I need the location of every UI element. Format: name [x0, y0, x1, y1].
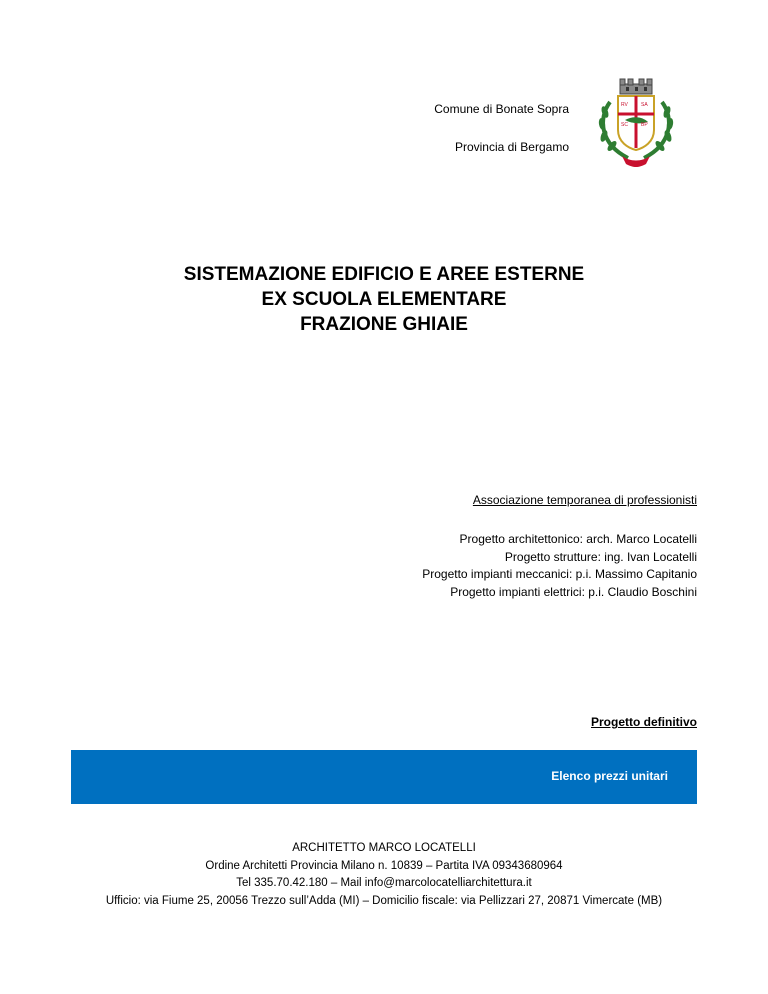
team-member: Progetto impianti meccanici: p.i. Massimo Capitanio — [422, 567, 697, 581]
footer — [0, 840, 768, 910]
footer-line: ARCHITETTO MARCO LOCATELLI — [292, 842, 476, 854]
title-line-2: EX SCUOLA ELEMENTARE — [261, 289, 507, 310]
footer-line: Ordine Architetti Provincia Milano n. 10839 – Partita IVA 09343680964 — [205, 859, 563, 872]
comune-label: Comune di Bonate Sopra — [434, 102, 569, 116]
crest-letters-1: RV — [621, 102, 628, 108]
provincia-label: Provincia di Bergamo — [454, 140, 569, 154]
project-stage: Progetto definitivo — [591, 715, 697, 729]
crest-letters-2: SA — [641, 102, 648, 108]
footer-line: Tel 335.70.42.180 – Mail info@marcolocatelliarchitettura.it — [236, 877, 532, 889]
team-list — [422, 531, 697, 601]
crest-letters-3: SC — [621, 122, 628, 128]
document-type-label: Elenco prezzi unitari — [551, 769, 668, 783]
team-member: Progetto architettonico: arch. Marco Locatelli — [459, 532, 697, 546]
association-heading: Associazione temporanea di professionisti — [472, 493, 697, 507]
footer-line: Ufficio: via Fiume 25, 20056 Trezzo sull’Adda (MI) – Domicilio fiscale: via Pellizzari 27, 20871 Vimercate (MB) — [105, 894, 663, 907]
coat-of-arms-icon — [592, 78, 680, 170]
project-title — [0, 262, 768, 337]
title-line-1: SISTEMAZIONE EDIFICIO E AREE ESTERNE — [183, 264, 585, 285]
crest-letters-4: BP — [641, 122, 648, 128]
document-type-band — [71, 750, 697, 804]
title-line-3: FRAZIONE GHIAIE — [300, 314, 468, 335]
team-member: Progetto strutture: ing. Ivan Locatelli — [504, 549, 697, 564]
team-member: Progetto impianti elettrici: p.i. Claudio Boschini — [450, 584, 697, 599]
